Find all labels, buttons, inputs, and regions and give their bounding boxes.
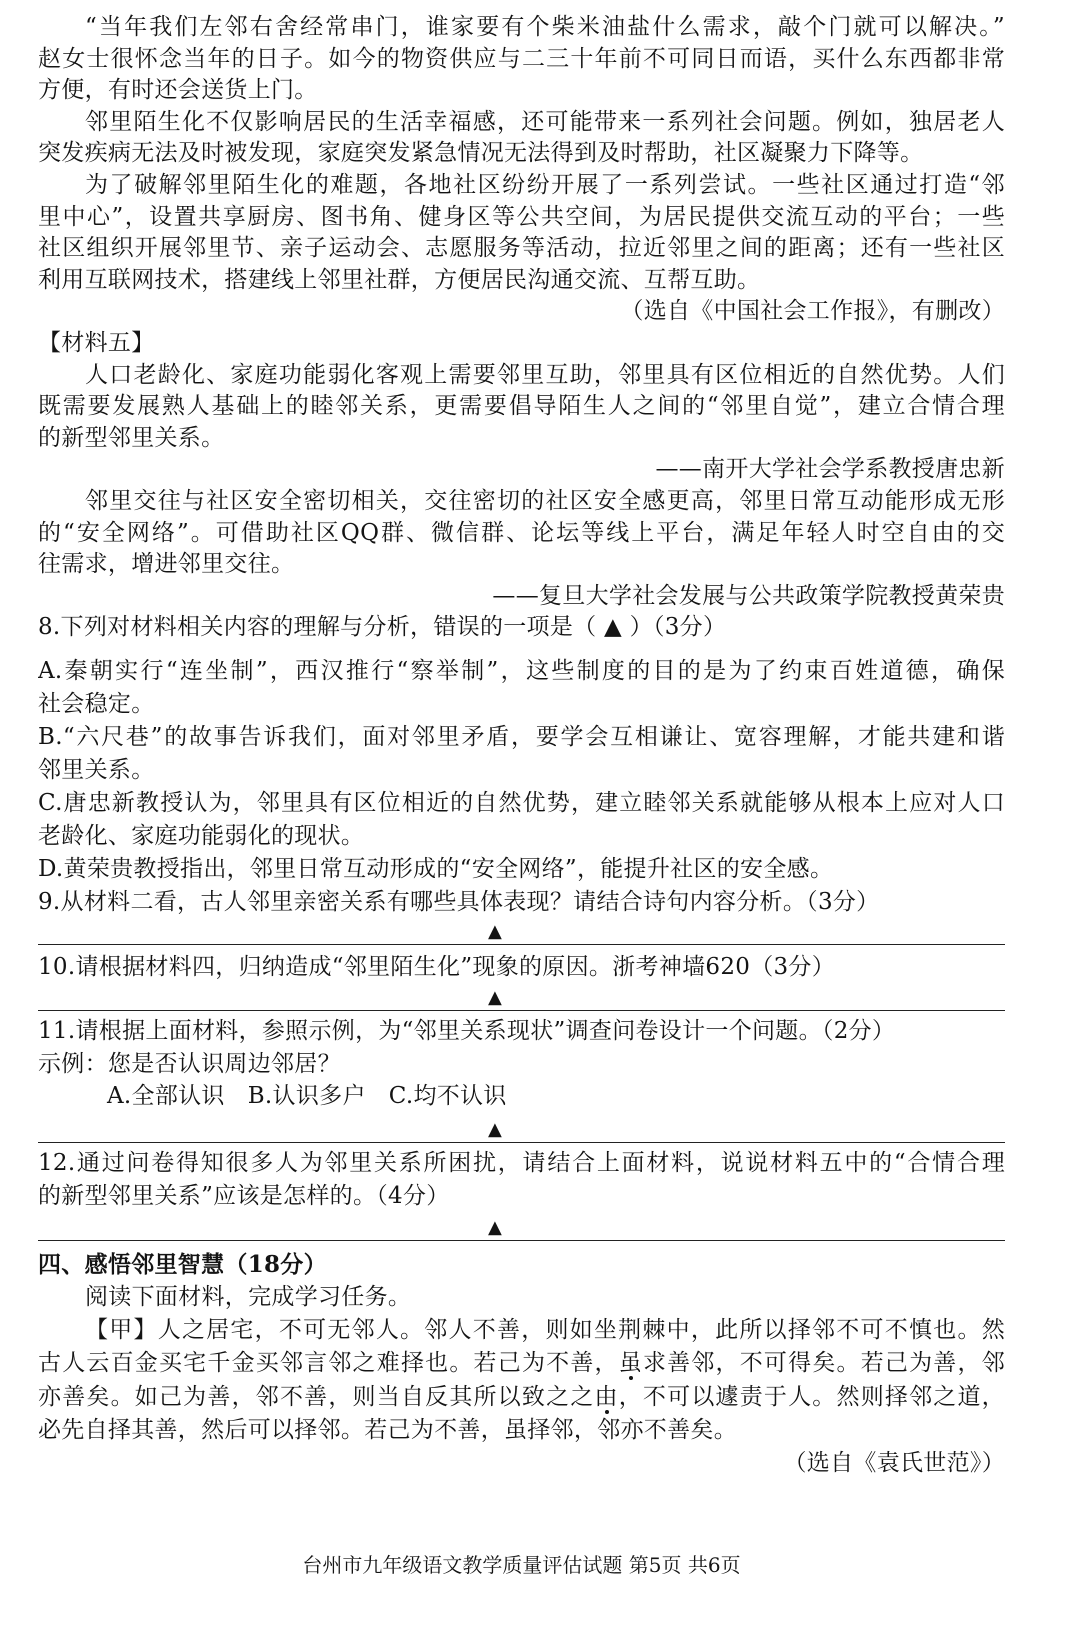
answer-line bbox=[38, 987, 1005, 1011]
quote-line: 的“安全网络”。可借助社区QQ群、微信群、论坛等线上平台，满足年轻人时空自由的交 bbox=[38, 519, 1005, 546]
quote-line: 既需要发展熟人基础上的睦邻关系，更需要倡导陌生人之间的“邻里自觉”，建立合情合理 bbox=[38, 393, 1005, 420]
question-9-stem: 9.从材料二看，古人邻里亲密关系有哪些具体表现？请结合诗句内容分析。（3分） bbox=[38, 888, 880, 915]
question-8-stem: 8.下列对材料相关内容的理解与分析，错误的一项是（ ▲ ）（3分） bbox=[38, 614, 727, 641]
quote-line: 邻里交往与社区安全密切相关，交往密切的社区安全感更高，邻里日常互动能形成无形 bbox=[85, 487, 1005, 514]
answer-triangle-icon: ▲ bbox=[488, 1217, 502, 1238]
option-c-cont: 老龄化、家庭功能弱化的现状。 bbox=[38, 822, 365, 849]
passage-line: 里中心”，设置共享厨房、图书角、健身区等公共空间，为居民提供交流互动的平台；一些 bbox=[38, 203, 1005, 230]
answer-triangle-icon: ▲ bbox=[488, 987, 502, 1008]
question-11-example-options bbox=[38, 1080, 1005, 1113]
quote-author: ——复旦大学社会发展与公共政策学院教授黄荣贵 bbox=[492, 582, 1005, 609]
classical-text-line: 必先自择其善，然后可以择邻。若己为不善，虽择邻，邻亦不善矣。 bbox=[38, 1416, 737, 1443]
emphasized-char: 由 bbox=[594, 1383, 619, 1410]
classical-text-source: （选自《袁氏世范》） bbox=[783, 1450, 1005, 1477]
section-instruction: 阅读下面材料，完成学习任务。 bbox=[85, 1283, 412, 1310]
text-segment: 古人云百金买宅千金买邻言邻之难择也。若己为不善， bbox=[38, 1350, 619, 1377]
classical-text-line: 【甲】人之居宅，不可无邻人。邻人不善，则如坐荆棘中，此所以择邻不可不慎也。然 bbox=[85, 1317, 1005, 1344]
option-b-cont: 邻里关系。 bbox=[38, 756, 155, 783]
material-five-heading: 【材料五】 bbox=[38, 329, 155, 356]
question-11-example: 示例：您是否认识周边邻居？ bbox=[38, 1050, 341, 1077]
emphasized-char: 虽 bbox=[618, 1350, 643, 1377]
passage-line: 邻里陌生化不仅影响居民的生活幸福感，还可能带来一系列社会问题。例如，独居老人 bbox=[85, 108, 1005, 135]
reading-materials bbox=[38, 12, 1005, 644]
quote-line: 往需求，增进邻里交往。 bbox=[38, 551, 295, 578]
option-a: A.秦朝实行“连坐制”，西汉推行“察举制”，这些制度的目的是为了约束百姓道德，确保 bbox=[38, 657, 1005, 684]
passage-line: 突发疾病无法及时被发现，家庭突发紧急情况无法得到及时帮助，社区凝聚力下降等。 bbox=[38, 140, 924, 167]
question-12-stem-cont: 的新型邻里关系”应该是怎样的。（4分） bbox=[38, 1182, 450, 1209]
answer-triangle-icon: ▲ bbox=[488, 921, 502, 942]
text-segment: ，不可以遽责于人。然则择邻之道， bbox=[618, 1383, 1005, 1410]
question-11 bbox=[38, 1015, 1005, 1113]
question-8-options bbox=[38, 655, 1005, 919]
classical-text-line bbox=[38, 1381, 1005, 1414]
passage-line: 利用互联网技术，搭建线上邻里社群，方便居民沟通交流、互帮互助。 bbox=[38, 266, 761, 293]
answer-triangle-icon: ▲ bbox=[488, 1119, 502, 1140]
question-12-stem: 12.通过问卷得知很多人为邻里关系所困扰，请结合上面材料，说说材料五中的“合情合理 bbox=[38, 1149, 1005, 1176]
question-12 bbox=[38, 1147, 1005, 1213]
question-10-stem: 10.请根据材料四，归纳造成“邻里陌生化”现象的原因。浙考神墙620（3分） bbox=[38, 953, 836, 980]
passage-line: 方便，有时还会送货上门。 bbox=[38, 77, 318, 104]
passage-line: 赵女士很怀念当年的日子。如今的物资供应与二三十年前不可同日而语，买什么东西都非常 bbox=[38, 45, 1005, 72]
quote-line: 人口老龄化、家庭功能弱化客观上需要邻里互助，邻里具有区位相近的自然优势。人们 bbox=[85, 361, 1005, 388]
passage-line: 为了破解邻里陌生化的难题，各地社区纷纷开展了一系列尝试。一些社区通过打造“邻 bbox=[85, 171, 1005, 198]
option-b: B.“六尺巷”的故事告诉我们，面对邻里矛盾，要学会互相谦让、宽容理解，才能共建和谐 bbox=[38, 723, 1005, 750]
option-d: D.黄荣贵教授指出，邻里日常互动形成的“安全网络”，能提升社区的安全感。 bbox=[38, 855, 834, 882]
example-option: B.认识多户 bbox=[247, 1083, 366, 1109]
section-heading: 四、感悟邻里智慧（18分） bbox=[38, 1250, 327, 1278]
classical-text-line bbox=[38, 1347, 1005, 1380]
option-c: C.唐忠新教授认为，邻里具有区位相近的自然优势，建立睦邻关系就能够从根本上应对人口 bbox=[38, 789, 1005, 816]
answer-line bbox=[38, 1118, 1005, 1143]
example-option: C.均不认识 bbox=[388, 1083, 507, 1109]
answer-line bbox=[38, 1217, 1005, 1241]
quote-author: ——南开大学社会学系教授唐忠新 bbox=[655, 456, 1005, 483]
passage-line: 社区组织开展邻里节、亲子运动会、志愿服务等活动，拉近邻里之间的距离；还有一些社区 bbox=[38, 235, 1005, 262]
passage-line: “当年我们左邻右舍经常串门，谁家要有个柴米油盐什么需求，敲个门就可以解决。” bbox=[85, 14, 1005, 40]
section-four bbox=[38, 1248, 1005, 1481]
question-10 bbox=[38, 951, 1005, 984]
example-option: A.全部认识 bbox=[107, 1083, 225, 1109]
page-footer: 台州市九年级语文教学质量评估试题 第5页 共6页 bbox=[302, 1553, 741, 1577]
passage-source: （选自《中国社会工作报》，有删改） bbox=[620, 298, 1005, 325]
text-segment: 求善邻，不可得矣。若己为善，邻 bbox=[642, 1350, 1005, 1377]
answer-line bbox=[38, 920, 1005, 945]
text-segment: 亦善矣。如己为善，邻不善，则当自反其所以致之之 bbox=[38, 1383, 595, 1410]
option-a-cont: 社会稳定。 bbox=[38, 690, 155, 717]
question-11-stem: 11.请根据上面材料，参照示例，为“邻里关系现状”调查问卷设计一个问题。（2分） bbox=[38, 1018, 896, 1044]
quote-line: 的新型邻里关系。 bbox=[38, 424, 225, 451]
